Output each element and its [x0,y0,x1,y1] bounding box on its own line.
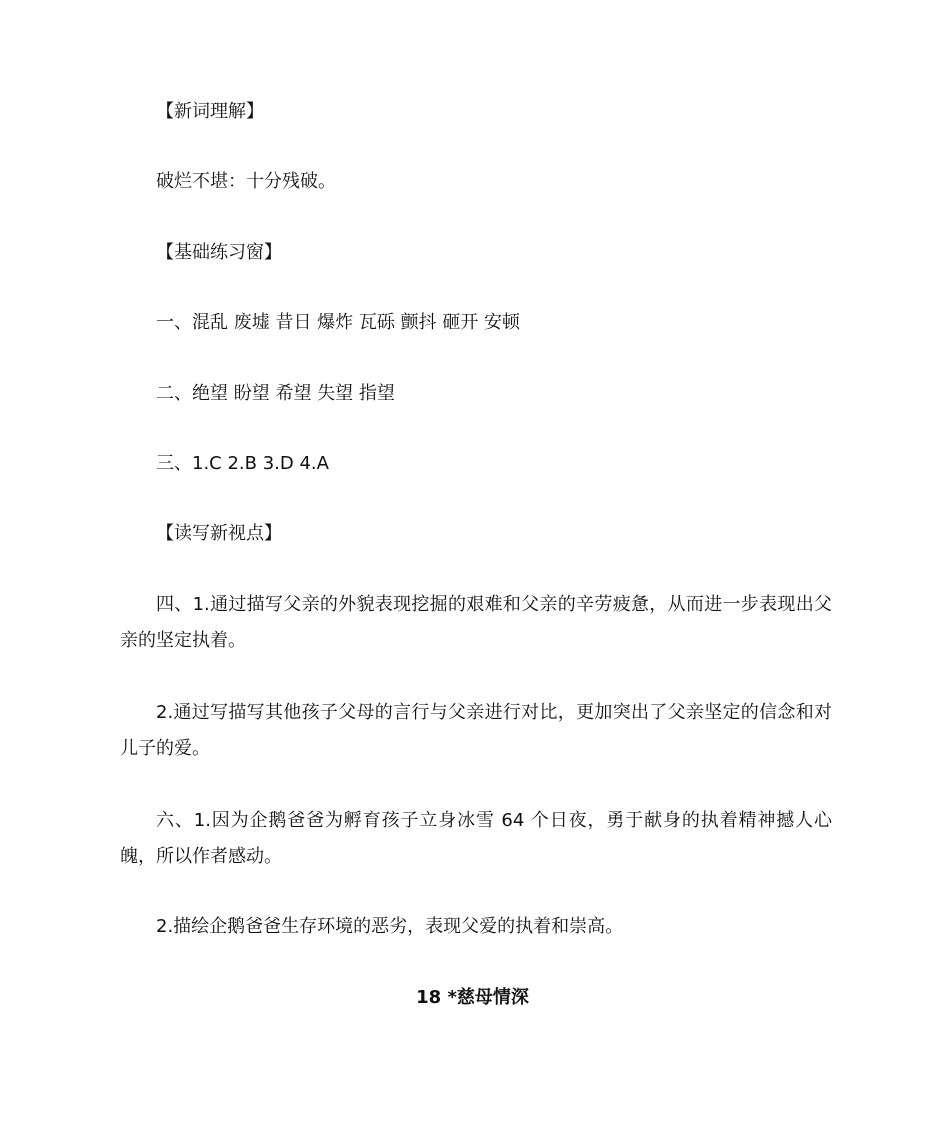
reading-answer-4-2: 2.通过写描写其他孩子父母的言行与父亲进行对比，更加突出了父亲坚定的信念和对儿子的爱。 [120,702,832,759]
section-heading-vocab: 【新词理解】 [156,101,264,122]
section-heading-reading: 【读写新视点】 [156,523,282,544]
reading-answer-6-2: 2.描绘企鹅爸爸生存环境的恶劣，表现父爱的执着和崇高。 [156,916,624,937]
reading-answer-4-1: 四、1.通过描写父亲的外貌表现挖掘的艰难和父亲的辛劳疲惫，从而进一步表现出父亲的坚定执着。 [120,594,832,651]
vocab-definition: 破烂不堪：十分残破。 [156,171,336,192]
practice-answer-2: 二、绝望 盼望 希望 失望 指望 [156,383,395,404]
reading-answer-6-1: 六、1.因为企鹅爸爸为孵育孩子立身冰雪 64 个日夜，勇于献身的执着精神撼人心魄，所以作者感动。 [120,810,832,867]
section-heading-practice: 【基础练习窗】 [156,242,282,263]
practice-answer-1: 一、混乱 废墟 昔日 爆炸 瓦砾 颤抖 砸开 安顿 [156,312,521,333]
practice-answer-3: 三、1.C 2.B 3.D 4.A [156,453,329,474]
next-lesson-title: 18 *慈母情深 [416,987,529,1008]
